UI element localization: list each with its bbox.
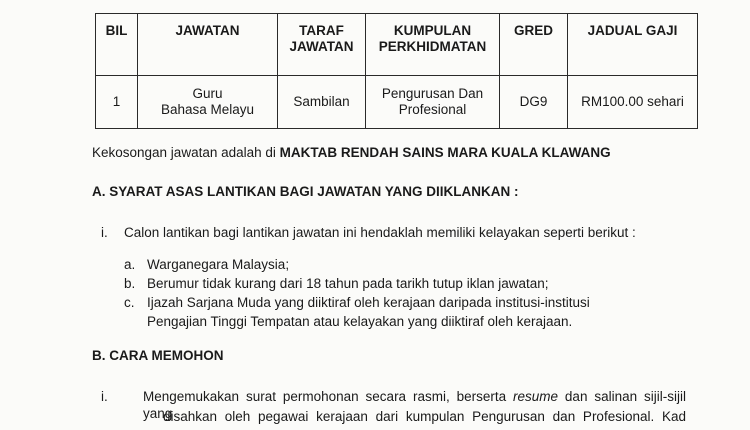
cell-taraf-jawatan: Sambilan: [278, 76, 366, 129]
vacancy-location: MAKTAB RENDAH SAINS MARA KUALA KLAWANG: [279, 145, 611, 160]
cell-kumpulan-perkhidmatan: Pengurusan Dan Profesional: [366, 76, 500, 129]
line1-after: dan salinan sijil-sijil yang: [143, 389, 686, 421]
header-taraf-jawatan: TARAF JAWATAN: [278, 14, 366, 76]
line1-before: Mengemukakan surat permohonan secara rasmi, berserta: [143, 389, 514, 404]
section-b-item-i-line2: disahkan oleh pegawai kerajaan dari kumpulan Pengurusan dan Profesional. Kad: [163, 409, 686, 424]
cell-bil: 1: [96, 76, 138, 129]
requirement-a-marker: a.: [124, 257, 136, 272]
requirement-c-marker: c.: [124, 295, 135, 310]
cell-jawatan: Guru Bahasa Melayu: [138, 76, 278, 129]
cell-gred: DG9: [500, 76, 568, 129]
requirement-c-text-line1: Ijazah Sarjana Muda yang diiktiraf oleh kerajaan daripada institusi-institusi: [147, 295, 590, 310]
header-bil: BIL: [96, 14, 138, 76]
vacancy-statement: [92, 144, 611, 161]
section-a-heading: A. SYARAT ASAS LANTIKAN BAGI JAWATAN YANG DIIKLANKAN :: [92, 184, 519, 199]
header-gred: GRED: [500, 14, 568, 76]
section-b-heading: B. CARA MEMOHON: [92, 348, 224, 363]
section-b-item-i-marker: i.: [101, 389, 108, 404]
header-jawatan: JAWATAN: [138, 14, 278, 76]
section-a-item-i-text: Calon lantikan bagi lantikan jawatan ini hendaklah memiliki kelayakan seperti berikut :: [124, 225, 636, 240]
requirement-c-text-line2: Pengajian Tinggi Tempatan atau kelayakan yang diiktiraf oleh kerajaan.: [147, 314, 573, 329]
header-kumpulan-perkhidmatan: KUMPULAN PERKHIDMATAN: [366, 14, 500, 76]
job-table: [95, 13, 698, 129]
requirement-b-text: Berumur tidak kurang dari 18 tahun pada tarikh tutup iklan jawatan;: [147, 276, 549, 291]
header-jadual-gaji: JADUAL GAJI: [568, 14, 698, 76]
table-row: [96, 76, 698, 129]
requirement-b-marker: b.: [124, 276, 136, 291]
cell-jadual-gaji: RM100.00 sehari: [568, 76, 698, 129]
table-header-row: [96, 14, 698, 76]
resume-word: resume: [513, 389, 559, 404]
section-a-item-i-marker: i.: [101, 225, 108, 240]
requirement-a-text: Warganegara Malaysia;: [147, 257, 290, 272]
vacancy-prefix: Kekosongan jawatan adalah di: [92, 145, 280, 160]
